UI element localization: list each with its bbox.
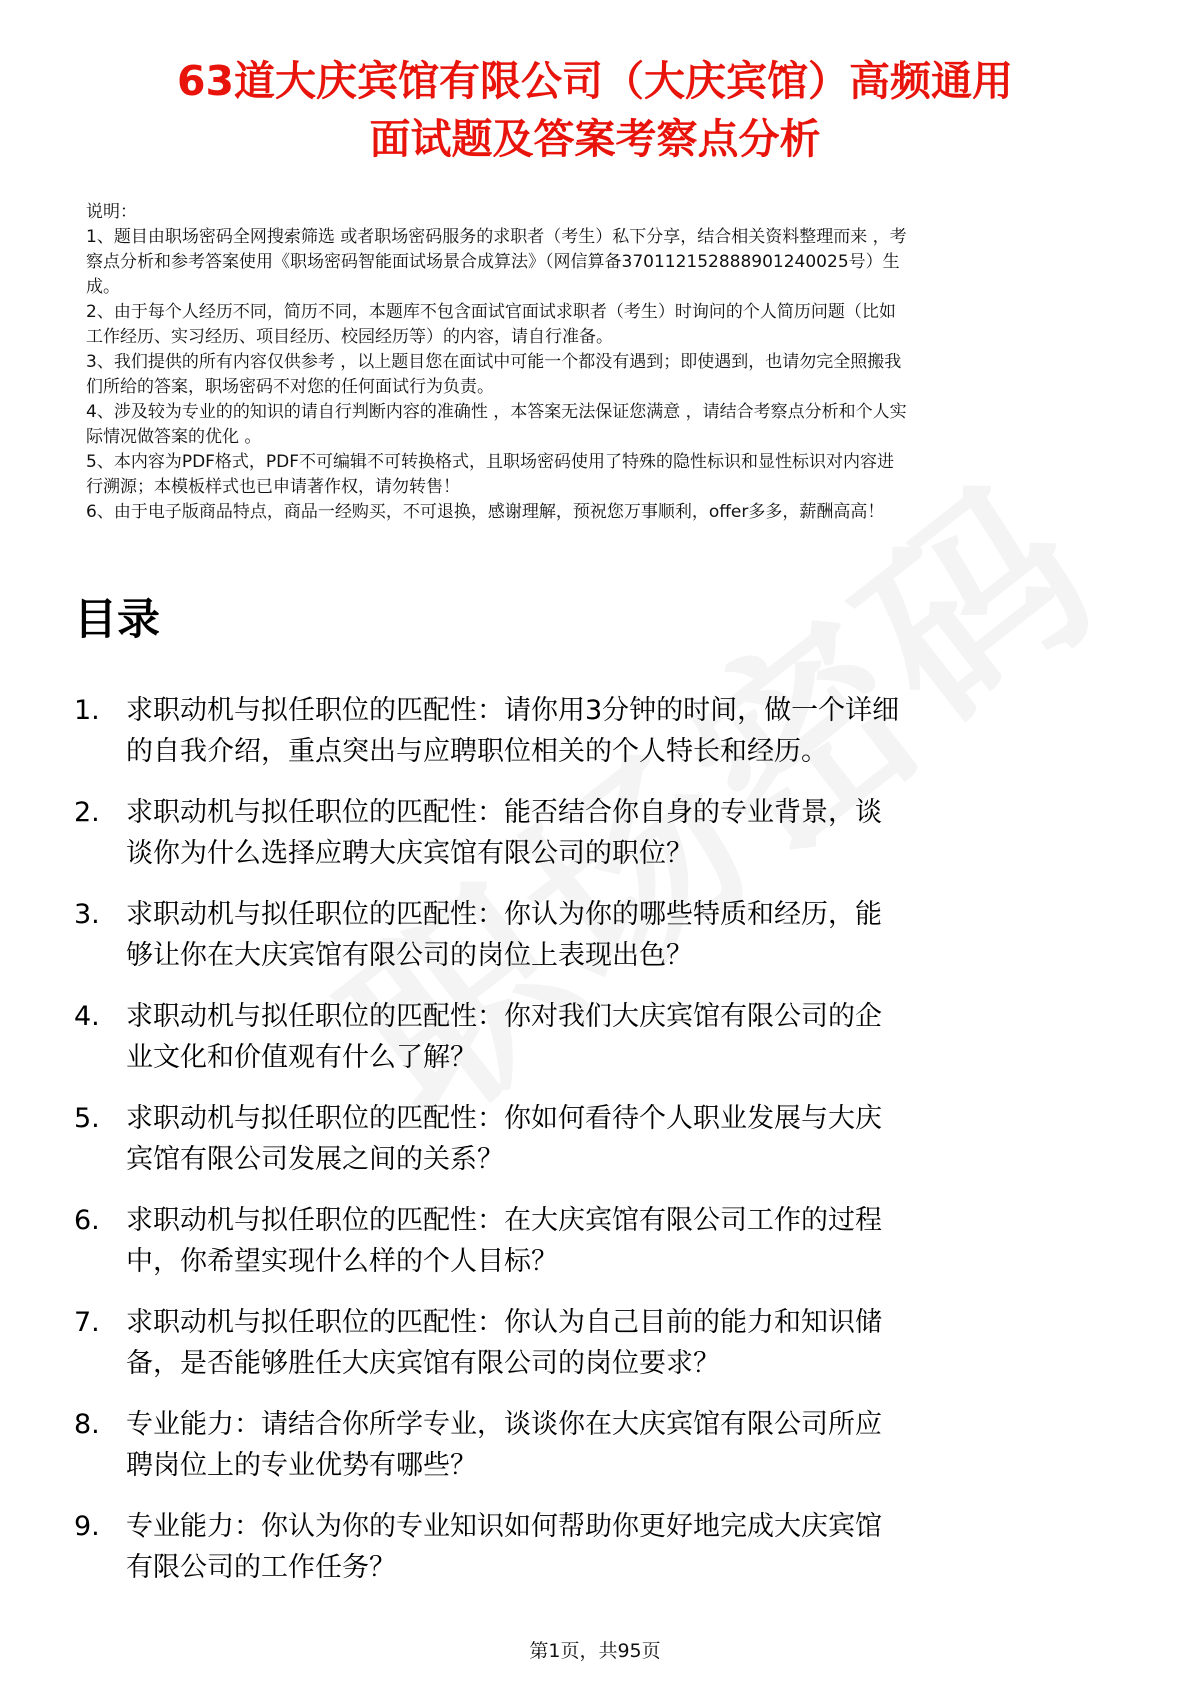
toc-item-number: 2. <box>74 797 100 828</box>
toc-item[interactable] <box>74 1098 1134 1180</box>
toc-item[interactable] <box>74 1302 1134 1384</box>
toc-item-line: 有限公司的工作任务？ <box>126 1552 396 1583</box>
toc-item-text <box>126 996 1134 1078</box>
note-line: 察点分析和参考答案使用《职场密码智能面试场景合成算法》（网信算备370112152888901240025号）生 <box>86 252 900 272</box>
toc-item-text <box>126 690 1134 772</box>
toc-item-line: 谈你为什么选择应聘大庆宾馆有限公司的职位？ <box>126 838 693 869</box>
toc-item-text <box>126 1506 1134 1588</box>
toc-item[interactable] <box>74 1200 1134 1282</box>
toc-item-text <box>126 1200 1134 1282</box>
toc-item-line: 聘岗位上的专业优势有哪些？ <box>126 1450 477 1481</box>
toc-heading: 目录 <box>74 595 160 645</box>
table-of-contents <box>74 690 1134 1608</box>
note-line: 行溯源；本模板样式也已申请著作权，请勿转售！ <box>86 477 460 497</box>
note-line: 4、涉及较为专业的的知识的请自行判断内容的准确性 ，本答案无法保证您满意 ，请结合考察点分析和个人实 <box>86 402 907 422</box>
toc-item-number: 1. <box>74 695 100 726</box>
toc-item-number: 8. <box>74 1409 100 1440</box>
toc-item-line: 求职动机与拟任职位的匹配性：请你用3分钟的时间，做一个详细 <box>126 695 900 726</box>
toc-item-number: 3. <box>74 899 100 930</box>
note-line: 们所给的答案，职场密码不对您的任何面试行为负责。 <box>86 377 494 397</box>
toc-item-line: 求职动机与拟任职位的匹配性：你对我们大庆宾馆有限公司的企 <box>126 1001 882 1032</box>
toc-item[interactable] <box>74 1404 1134 1486</box>
note-line: 6、由于电子版商品特点，商品一经购买，不可退换，感谢理解，预祝您万事顺利，offer多多，薪酬高高！ <box>86 502 885 522</box>
toc-item[interactable] <box>74 690 1134 772</box>
toc-item-number: 4. <box>74 1001 100 1032</box>
toc-item-line: 求职动机与拟任职位的匹配性：在大庆宾馆有限公司工作的过程 <box>126 1205 882 1236</box>
toc-item-line: 求职动机与拟任职位的匹配性：你认为自己目前的能力和知识储 <box>126 1307 882 1338</box>
toc-item-line: 求职动机与拟任职位的匹配性：你如何看待个人职业发展与大庆 <box>126 1103 882 1134</box>
toc-item-line: 专业能力：请结合你所学专业，谈谈你在大庆宾馆有限公司所应 <box>126 1409 882 1440</box>
toc-item-text <box>126 1404 1134 1486</box>
note-line: 际情况做答案的优化 。 <box>86 427 262 447</box>
note-line: 5、本内容为PDF格式，PDF不可编辑不可转换格式，且职场密码使用了特殊的隐性标识和显性标识对内容进 <box>86 452 895 472</box>
toc-item-text <box>126 894 1134 976</box>
title-line: 面试题及答案考察点分析 <box>369 115 821 163</box>
note-line: 成。 <box>86 277 120 297</box>
page-footer: 第1页，共95页 <box>529 1640 661 1662</box>
toc-item[interactable] <box>74 996 1134 1078</box>
toc-item-text <box>126 792 1134 874</box>
note-line: 3、我们提供的所有内容仅供参考 ，以上题目您在面试中可能一个都没有遇到；即使遇到，也请勿完全照搬我 <box>86 352 902 372</box>
toc-item-line: 够让你在大庆宾馆有限公司的岗位上表现出色？ <box>126 940 693 971</box>
note-line: 2、由于每个人经历不同，简历不同，本题库不包含面试官面试求职者（考生）时询问的个人简历问题（比如 <box>86 302 896 322</box>
toc-item-line: 求职动机与拟任职位的匹配性：你认为你的哪些特质和经历，能 <box>126 899 882 930</box>
toc-item-number: 5. <box>74 1103 100 1134</box>
toc-item-text <box>126 1302 1134 1384</box>
toc-item-line: 业文化和价值观有什么了解？ <box>126 1042 477 1073</box>
toc-item[interactable] <box>74 792 1134 874</box>
toc-item-line: 的自我介绍，重点突出与应聘职位相关的个人特长和经历。 <box>126 736 828 767</box>
note-line: 1、题目由职场密码全网搜索筛选 或者职场密码服务的求职者（考生）私下分享，结合相关资料整理而来 ，考 <box>86 227 907 247</box>
title-line: 63道大庆宾馆有限公司（大庆宾馆）高频通用 <box>176 57 1014 105</box>
toc-item-line: 中，你希望实现什么样的个人目标？ <box>126 1246 558 1277</box>
toc-item[interactable] <box>74 1506 1134 1588</box>
toc-item-text <box>126 1098 1134 1180</box>
toc-item-line: 宾馆有限公司发展之间的关系？ <box>126 1144 504 1175</box>
note-line: 说明： <box>86 202 137 222</box>
toc-item-line: 求职动机与拟任职位的匹配性：能否结合你自身的专业背景，谈 <box>126 797 882 828</box>
toc-item-line: 专业能力：你认为你的专业知识如何帮助你更好地完成大庆宾馆 <box>126 1511 882 1542</box>
note-line: 工作经历、实习经历、项目经历、校园经历等）的内容，请自行准备。 <box>86 327 613 347</box>
disclaimer-notes <box>86 200 1126 525</box>
toc-item-line: 备，是否能够胜任大庆宾馆有限公司的岗位要求？ <box>126 1348 720 1379</box>
document-title <box>60 52 1130 168</box>
toc-item-number: 6. <box>74 1205 100 1236</box>
toc-item-number: 7. <box>74 1307 100 1338</box>
toc-item[interactable] <box>74 894 1134 976</box>
toc-item-number: 9. <box>74 1511 100 1542</box>
